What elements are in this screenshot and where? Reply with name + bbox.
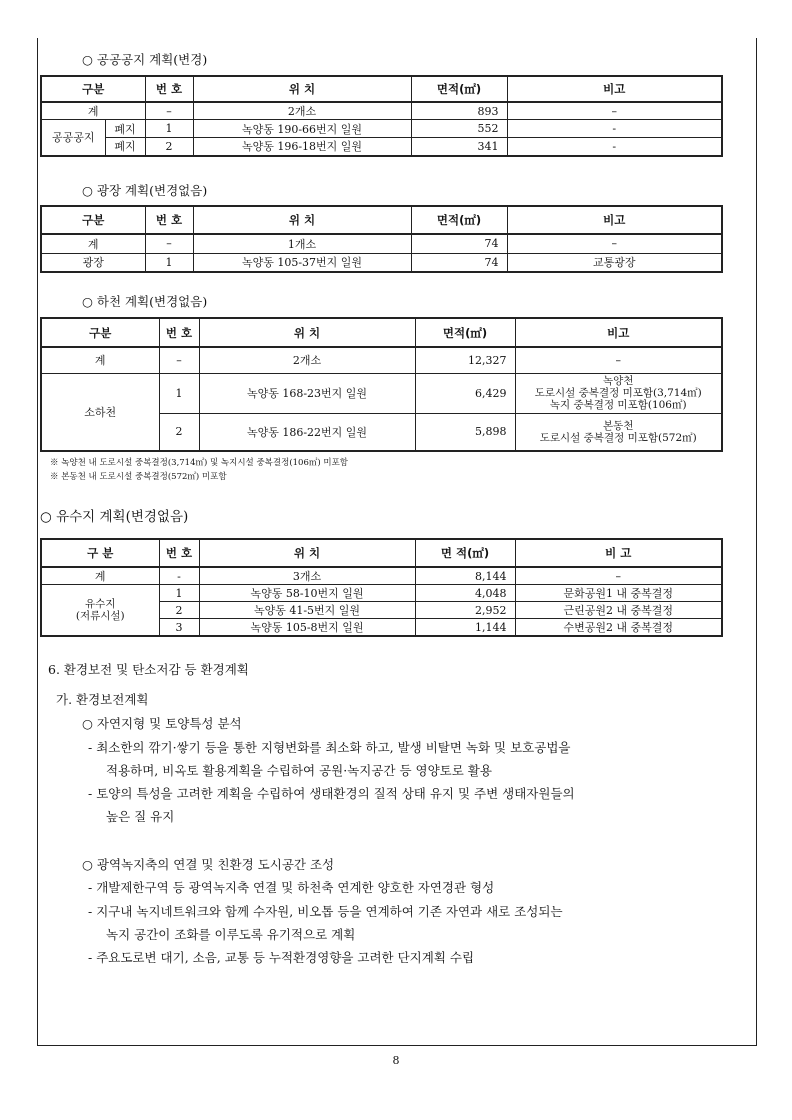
- table-row: 폐지 2 녹양동 196-18번지 일원 341 -: [41, 138, 722, 156]
- header-note: 비고: [507, 76, 722, 102]
- bullet-1b: 적용하며, 비옥토 활용계획을 수립하여 공원·녹지공간 등 영양토로 활용: [106, 763, 492, 778]
- table-row: 공공공지 폐지 1 녹양동 190-66번지 일원 552 -: [41, 120, 722, 138]
- table-row: 유수지 (저류시설) 1 녹양동 58-10번지 일원 4,048 문화공원1 내 중복결정: [41, 585, 722, 602]
- river-heading: ○ 하천 계획(변경없음): [82, 294, 208, 309]
- plaza-heading: ○ 광장 계획(변경없음): [82, 183, 208, 198]
- bullet-5: - 주요도로변 대기, 소음, 교통 등 누적환경영향을 고려한 단지계획 수립: [88, 950, 475, 965]
- item-heading-2: ○ 광역녹지축의 연결 및 친환경 도시공간 조성: [82, 857, 335, 872]
- section-title: 6. 환경보전 및 탄소저감 등 환경계획: [48, 662, 249, 677]
- table-row: 계 – 1개소 74 –: [41, 234, 722, 253]
- item-heading-1: ○ 자연지형 및 토양특성 분석: [82, 716, 242, 731]
- bullet-3: - 개발제한구역 등 광역녹지축 연결 및 하천축 연계한 양호한 자연경관 형성: [88, 880, 495, 895]
- river-footnote-1: ※ 녹양천 내 도로시설 중복결정(3,714㎡) 및 녹지시설 중복결정(106㎡) 미포함: [50, 458, 349, 468]
- table-row: 광장 1 녹양동 105-37번지 일원 74 교통광장: [41, 253, 722, 272]
- table-row: 2 녹양동 186-22번지 일원 5,898 본동천 도로시설 중복결정 미포함(572㎡): [41, 413, 722, 451]
- bullet-2a: - 토양의 특성을 고려한 계획을 수립하여 생태환경의 질적 상태 유지 및 주변 생태자원들의: [88, 786, 575, 801]
- section-subtitle: 가. 환경보전계획: [56, 692, 149, 707]
- table-row: 계 – 2개소 893 –: [41, 102, 722, 120]
- table-row: 계 – 2개소 12,327 –: [41, 347, 722, 373]
- bullet-4a: - 지구내 녹지네트워크와 함께 수자원, 비오톱 등을 연계하여 기존 자연과 새로 조성되는: [88, 904, 563, 919]
- header-category: 구분: [41, 76, 145, 102]
- bullet-2b: 높은 질 유지: [106, 809, 175, 824]
- table-row: 계 - 3개소 8,144 –: [41, 567, 722, 585]
- bullet-1a: - 최소한의 깎기·쌓기 등을 통한 지형변화를 최소화 하고, 발생 비탈면 녹화 및 보호공법을: [88, 740, 571, 755]
- reservoir-heading: ○ 유수지 계획(변경없음): [40, 509, 189, 525]
- public-space-table: [40, 75, 723, 157]
- reservoir-table: 구 분 번 호 위 치 면 적(㎡) 비 고 계 - 3개소 8,144 – 유수지 (저류시설) 1 녹양동 58-10번지 일원 4,048 문화공원1 내 중복결정 2 녹양동 41-5번지 일원 2,952 근린공원2 내 중복결정 3 녹양동 105-8번지 일원 1,144 수변공원2 내 중복결정: [40, 538, 723, 637]
- table-row: 2 녹양동 41-5번지 일원 2,952 근린공원2 내 중복결정: [41, 602, 722, 619]
- plaza-table: 구분 번 호 위 치 면적(㎡) 비고 계 – 1개소 74 – 광장 1 녹양동 105-37번지 일원 74 교통광장: [40, 205, 723, 273]
- page-number: 8: [392, 1054, 400, 1067]
- river-table: 구분 번 호 위 치 면적(㎡) 비고 계 – 2개소 12,327 – 소하천 1 녹양동 168-23번지 일원 6,429 녹양천 도로시설 중복결정 미포함(3,714㎡) 녹지 중복결정 미포함(106㎡) 2 녹양동 186-22번지 일원 5,898 본동천 도로시설 중복결정 미포함(572㎡): [40, 317, 723, 452]
- bullet-4b: 녹지 공간이 조화를 이루도록 유기적으로 계획: [106, 927, 356, 942]
- table-row: 3 녹양동 105-8번지 일원 1,144 수변공원2 내 중복결정: [41, 619, 722, 637]
- river-footnote-2: ※ 본동천 내 도로시설 중복결정(572㎡) 미포함: [50, 472, 227, 482]
- header-area: 면적(㎡): [411, 76, 507, 102]
- table-row: 소하천 1 녹양동 168-23번지 일원 6,429 녹양천 도로시설 중복결정 미포함(3,714㎡) 녹지 중복결정 미포함(106㎡): [41, 373, 722, 413]
- header-number: 번 호: [145, 76, 193, 102]
- header-location: 위 치: [193, 76, 411, 102]
- public-space-heading: ○ 공공공지 계획(변경): [82, 52, 208, 67]
